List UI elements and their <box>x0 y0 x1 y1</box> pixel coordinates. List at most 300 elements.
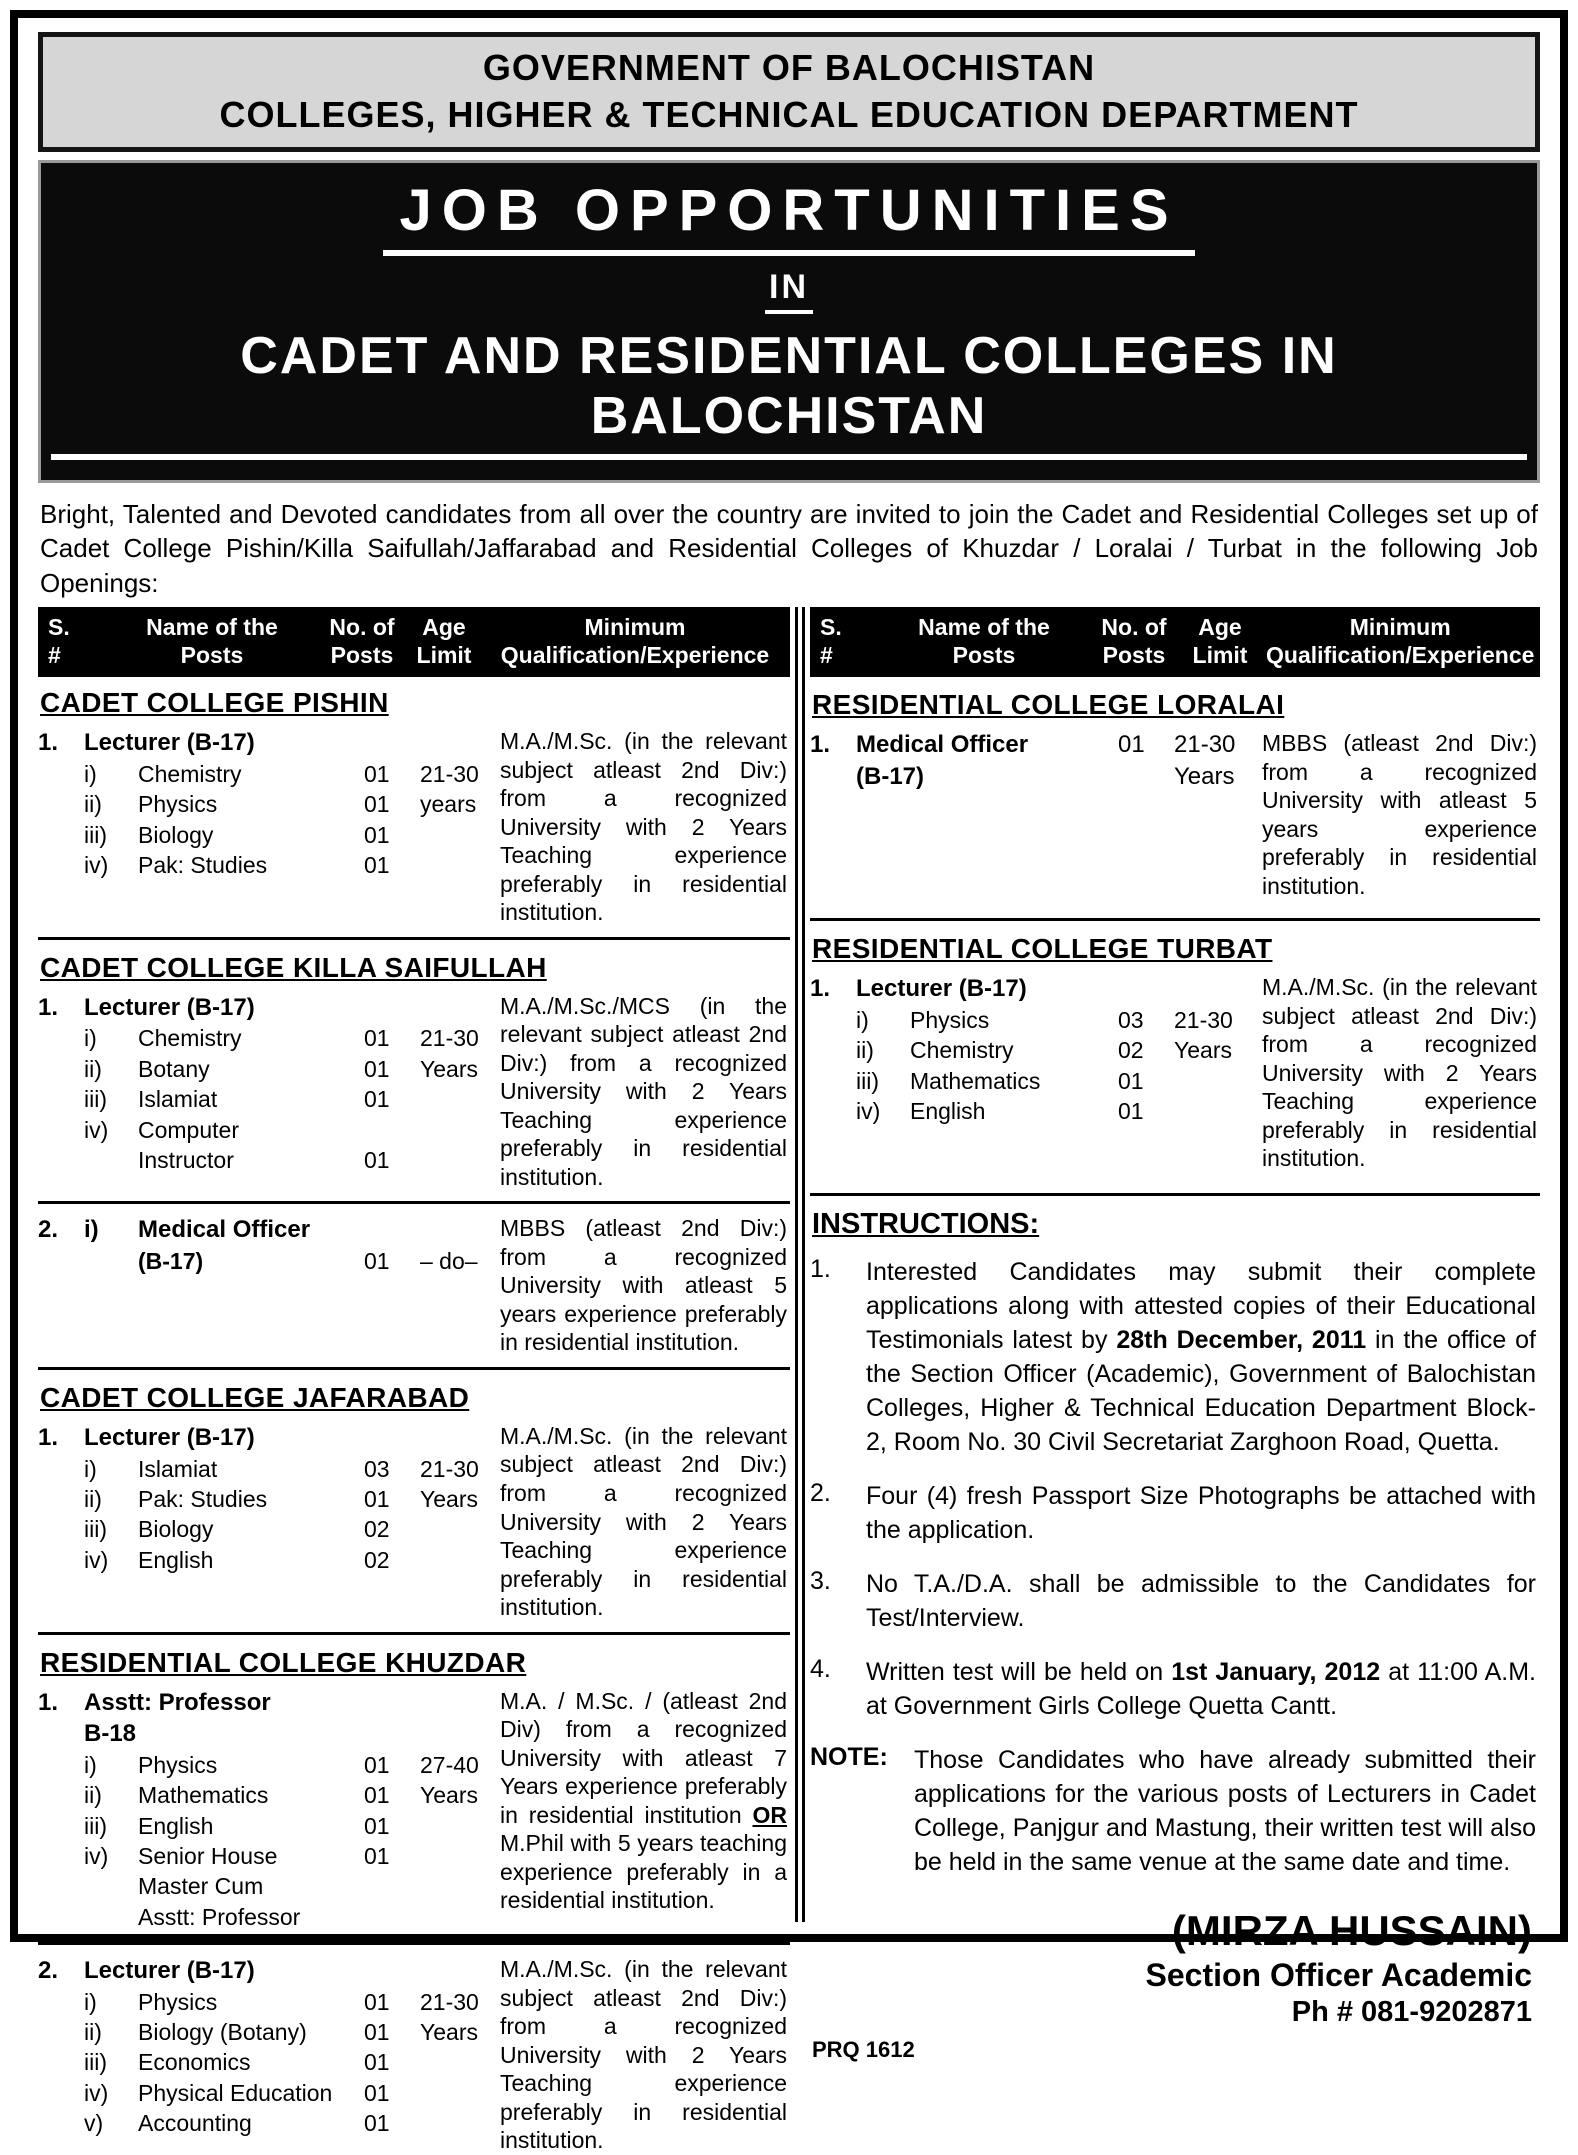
serial-cell <box>38 2047 84 2077</box>
serial-cell <box>38 1545 84 1575</box>
serial-cell <box>38 2017 84 2047</box>
post-name-cell: Medical Officer <box>138 1216 311 1244</box>
section-residential-college-loralai <box>810 687 1540 908</box>
header-name-line2: Posts <box>952 642 1016 669</box>
post-row <box>38 1902 500 1932</box>
post-row <box>38 2017 500 2047</box>
post-row <box>38 759 500 789</box>
posts-count-cell: 01 <box>364 1812 390 1839</box>
post-name-cell: Physics <box>910 1006 990 1033</box>
post-title-row <box>38 1687 500 1719</box>
post-name-cell: (B-17) <box>138 1248 204 1275</box>
post-name-cell: Pak: Studies <box>138 1486 268 1512</box>
signatory-phone: Ph # 081-9202871 <box>1291 1996 1532 2029</box>
header-serial-line1: S. <box>820 614 842 641</box>
age-limit-cell: Years <box>1174 762 1235 790</box>
post-name-cell: B-18 <box>84 1720 137 1748</box>
subitem-cell: ii) <box>84 791 102 818</box>
posts-count-cell <box>364 1422 420 1454</box>
age-limit-cell: Years <box>420 1486 478 1512</box>
instruction-text <box>866 1255 1540 1459</box>
header-no-line1: No. of <box>329 614 395 641</box>
posts-count-cell: 01 <box>364 1486 390 1512</box>
subitem-cell: i) <box>84 1988 97 2015</box>
posts-count-cell: 01 <box>364 1988 390 2015</box>
post-name-cell: Asstt: Professor <box>84 1688 271 1716</box>
posts-count-cell <box>1118 761 1174 793</box>
job-listing <box>38 1687 790 1933</box>
age-limit-cell <box>420 1084 500 1114</box>
serial-cell: 1. <box>38 1423 59 1451</box>
post-name-cell: English <box>138 1546 214 1573</box>
posts-count-cell: 01 <box>364 1751 390 1778</box>
header-serial <box>816 613 874 669</box>
instructions-section <box>810 1193 1540 1879</box>
serial-cell <box>810 761 856 793</box>
header-serial-line2: # <box>820 642 833 669</box>
post-name-cell: Mathematics <box>910 1067 1041 1094</box>
age-limit-cell <box>1174 1066 1262 1096</box>
department-header <box>38 32 1540 152</box>
column-divider <box>795 607 805 1922</box>
age-limit-cell <box>420 1687 500 1719</box>
qualification-pre: M.A./M.Sc./MCS (in the relevant subject atleast 2nd Div:) from a recognized University with 2 Years Teaching experience preferably in residential institution. <box>500 992 787 1190</box>
job-rows <box>38 1687 500 1933</box>
post-row <box>38 1454 500 1484</box>
serial-cell <box>38 1023 84 1053</box>
post-row <box>810 1066 1262 1096</box>
subitem-cell: iii) <box>84 1516 107 1543</box>
subitem-cell <box>84 1902 138 1932</box>
subitem-cell: i) <box>856 1006 869 1033</box>
post-name-cell: Economics <box>138 2049 251 2076</box>
posts-count-cell: 03 <box>364 1455 390 1482</box>
posts-count-cell: 01 <box>1118 731 1145 759</box>
section-title: RESIDENTIAL COLLEGE KHUZDAR <box>40 1646 527 1678</box>
age-limit-cell: 21-30 <box>420 760 479 787</box>
serial-cell: 1. <box>38 993 59 1021</box>
header-min-line1: Minimum <box>1349 614 1451 641</box>
table-header-right <box>810 607 1540 677</box>
job-rows <box>810 729 1262 900</box>
post-name-cell: Biology <box>138 821 214 848</box>
post-row <box>38 1084 500 1114</box>
banner-subtitle <box>51 326 1527 460</box>
posts-count-cell: 01 <box>364 2049 390 2076</box>
serial-cell <box>38 1514 84 1544</box>
instruction-text-bold: 28th December, 2011 <box>1116 1325 1367 1354</box>
posts-count-cell: 01 <box>364 1146 390 1173</box>
posts-count-cell <box>364 727 420 759</box>
instruction-number: 4. <box>810 1654 831 1683</box>
post-title-row <box>38 1718 500 1750</box>
header-serial <box>44 613 102 669</box>
age-limit-cell: 21-30 <box>420 1455 479 1482</box>
instruction-text-pre: Interested Candidates may submit their complete applications along with attested copies of their Educational Testimonials latest by <box>866 1257 1536 1354</box>
age-limit-cell: 21-30 <box>1174 1006 1233 1033</box>
instruction-text <box>866 1655 1540 1723</box>
posts-count-cell: 01 <box>364 1782 390 1809</box>
job-listing <box>810 973 1540 1173</box>
section-cadet-college-killa-saifullah <box>38 937 790 1357</box>
post-name-cell: Physics <box>138 791 218 818</box>
serial-cell <box>810 1096 856 1126</box>
age-limit-cell <box>420 1514 500 1544</box>
header-no-of-posts <box>322 613 402 669</box>
serial-cell <box>38 2108 84 2138</box>
age-limit-cell <box>420 1871 500 1901</box>
posts-count-cell: 01 <box>364 1843 390 1869</box>
age-limit-cell: – do– <box>420 1248 478 1275</box>
qualification-text <box>1262 973 1540 1173</box>
post-row <box>38 1987 500 2017</box>
post-name-cell: Biology <box>138 1516 214 1543</box>
qualification-text <box>500 1214 790 1357</box>
serial-cell <box>38 1718 84 1750</box>
subitem-cell: i) <box>84 1455 97 1482</box>
post-row <box>38 1750 500 1780</box>
header-name-of-posts <box>874 613 1094 669</box>
post-name-cell: Lecturer (B-17) <box>84 1957 255 1985</box>
header-serial-line1: S. <box>48 614 70 641</box>
post-name-cell: Instructor <box>138 1146 234 1173</box>
section-title: RESIDENTIAL COLLEGE LORALAI <box>812 689 1285 721</box>
age-limit-cell <box>420 1718 500 1750</box>
age-limit-cell: 21-30 <box>1174 731 1236 759</box>
post-name-cell: (B-17) <box>856 762 925 790</box>
post-row <box>38 1871 500 1901</box>
posts-count-cell <box>364 1902 420 1932</box>
post-row <box>810 1035 1262 1065</box>
serial-cell <box>38 759 84 789</box>
posts-count-cell: 01 <box>364 851 390 878</box>
job-rows <box>810 973 1262 1173</box>
job-listing <box>38 1942 790 2155</box>
qualification-text <box>500 1422 790 1622</box>
post-name-cell: Islamiat <box>138 1086 218 1113</box>
post-name-cell: English <box>138 1812 214 1839</box>
qualification-text <box>500 1687 790 1933</box>
job-rows <box>38 1214 500 1357</box>
post-title-row <box>38 1955 500 1987</box>
instruction-number: 3. <box>810 1566 831 1595</box>
instruction-text <box>866 1479 1540 1547</box>
instruction-text <box>866 1567 1540 1635</box>
post-name-cell: Senior House <box>138 1843 278 1869</box>
posts-count-cell: 01 <box>364 791 390 818</box>
instruction-item <box>810 1255 1540 1459</box>
age-limit-cell: 21-30 <box>420 1988 479 2015</box>
subitem-cell: i) <box>84 1751 97 1778</box>
serial-cell <box>38 1115 84 1145</box>
post-name-cell: Biology (Botany) <box>138 2019 307 2046</box>
posts-count-cell: 02 <box>1118 1037 1144 1064</box>
age-limit-cell <box>420 2108 500 2138</box>
serial-cell <box>38 820 84 850</box>
post-name-cell: Medical Officer <box>856 731 1029 759</box>
post-name-cell: Asstt: Professor <box>138 1903 301 1930</box>
post-title-row <box>38 1422 500 1454</box>
header-age-limit <box>402 613 486 669</box>
serial-cell: 2. <box>38 1216 59 1244</box>
job-listing <box>38 1422 790 1622</box>
age-limit-cell <box>420 1422 500 1454</box>
posts-count-cell <box>1118 973 1174 1005</box>
header-name-line1: Name of the <box>146 614 278 641</box>
age-limit-cell <box>420 1214 500 1246</box>
serial-cell <box>38 1750 84 1780</box>
subitem-cell: iii) <box>84 821 107 848</box>
instruction-text-pre: No T.A./D.A. shall be admissible to the Candidates for Test/Interview. <box>866 1569 1536 1632</box>
serial-cell <box>38 1902 84 1932</box>
posts-count-cell <box>364 1687 420 1719</box>
posts-count-cell <box>364 1871 420 1901</box>
subitem-cell: iv) <box>84 851 109 878</box>
age-limit-cell <box>420 820 500 850</box>
post-name-cell: Pak: Studies <box>138 851 268 878</box>
posts-count-cell: 01 <box>364 2079 390 2106</box>
header-no-of-posts <box>1094 613 1174 669</box>
posts-count-cell: 01 <box>1118 1098 1144 1125</box>
age-limit-cell: 21-30 <box>420 1025 479 1052</box>
banner-mid-text: IN <box>765 268 813 314</box>
subitem-cell <box>84 1145 138 1175</box>
post-name-cell: Lecturer (B-17) <box>84 1423 255 1451</box>
section-title: RESIDENTIAL COLLEGE TURBAT <box>812 933 1273 965</box>
posts-count-cell: 02 <box>364 1516 390 1543</box>
post-row <box>38 1145 500 1175</box>
age-limit-cell <box>420 1902 500 1932</box>
subitem-cell <box>84 1246 138 1276</box>
qualification-text <box>1262 729 1540 900</box>
subitem-cell: iii) <box>856 1067 879 1094</box>
section-title: CADET COLLEGE KILLA SAIFULLAH <box>40 951 547 983</box>
section-residential-college-khuzdar <box>38 1632 790 2155</box>
header-qualification <box>1266 613 1534 669</box>
serial-cell <box>38 1084 84 1114</box>
post-row <box>38 1484 500 1514</box>
qualification-text <box>500 992 790 1192</box>
posts-count-cell <box>364 1214 420 1246</box>
qualification-bold: OR <box>752 1801 787 1828</box>
job-rows <box>38 1955 500 2155</box>
post-title-row <box>810 973 1262 1005</box>
age-limit-cell <box>420 850 500 880</box>
post-row <box>38 2047 500 2077</box>
post-row <box>38 2078 500 2108</box>
post-name-cell: Lecturer (B-17) <box>84 993 255 1021</box>
serial-cell <box>38 1841 84 1871</box>
age-limit-cell <box>420 1841 500 1871</box>
qualification-pre: M.A./M.Sc. (in the relevant subject atleast 2nd Div:) from a recognized University with 2 Years Teaching experience preferably in residential institution. <box>500 1422 787 1621</box>
age-limit-cell <box>420 2047 500 2077</box>
posts-count-cell: 01 <box>364 760 390 787</box>
posts-count-cell <box>364 1115 420 1145</box>
post-title-row <box>810 761 1262 793</box>
header-name-line1: Name of the <box>918 614 1050 641</box>
job-opportunities-banner <box>38 160 1540 483</box>
instruction-text-bold: 1st January, 2012 <box>1171 1657 1381 1686</box>
serial-cell <box>810 1035 856 1065</box>
header-serial-line2: # <box>48 642 61 669</box>
age-limit-cell: Years <box>420 1055 478 1082</box>
qualification-pre: M.A./M.Sc. (in the relevant subject atleast 2nd Div:) from a recognized University with 2 Years Teaching experience preferably in residential institution. <box>500 728 787 926</box>
serial-cell: 1. <box>38 1688 59 1716</box>
subitem-cell: ii) <box>84 1486 102 1512</box>
subitem-cell: iii) <box>84 2049 107 2076</box>
serial-cell <box>38 1811 84 1841</box>
subitem-cell: ii) <box>84 2019 102 2046</box>
section-title: CADET COLLEGE JAFARABAD <box>40 1381 470 1413</box>
post-title-row <box>810 729 1262 761</box>
header-no-line1: No. of <box>1101 614 1167 641</box>
header-name-line2: Posts <box>180 642 244 669</box>
age-limit-cell <box>1174 973 1262 1005</box>
post-name-cell: Lecturer (B-17) <box>856 975 1027 1003</box>
header-age-limit <box>1174 613 1266 669</box>
post-name-cell: Computer <box>138 1116 239 1143</box>
instructions-title: INSTRUCTIONS: <box>812 1207 1040 1240</box>
age-limit-cell <box>420 1545 500 1575</box>
header-min-line2: Qualification/Experience <box>500 642 770 669</box>
post-title-row <box>38 992 500 1024</box>
post-name-cell: Mathematics <box>138 1782 269 1809</box>
instruction-item <box>810 1655 1540 1723</box>
qualification-pre: M.A. / M.Sc. / (atleast 2nd Div) from a recognized University with atleast 7 Years experience preferably in residential institution <box>500 1687 787 1828</box>
posts-count-cell: 01 <box>364 821 390 848</box>
post-row <box>38 2108 500 2138</box>
post-name-cell: Chemistry <box>138 760 242 787</box>
section-title: CADET COLLEGE PISHIN <box>40 687 389 719</box>
subitem-cell: i) <box>84 1216 99 1244</box>
posts-count-cell: 01 <box>364 1055 390 1082</box>
post-row <box>810 1005 1262 1035</box>
post-row <box>38 820 500 850</box>
posts-count-cell <box>364 1955 420 1987</box>
post-row <box>38 1841 500 1871</box>
serial-cell <box>38 1054 84 1084</box>
subitem-cell: ii) <box>84 1055 102 1082</box>
instruction-text-pre: Four (4) fresh Passport Size Photographs be attached with the application. <box>866 1481 1536 1544</box>
instruction-item <box>810 1567 1540 1635</box>
posts-count-cell: 01 <box>1118 1067 1144 1094</box>
serial-cell <box>810 1066 856 1096</box>
serial-cell <box>38 789 84 819</box>
age-limit-cell: Years <box>420 2019 478 2046</box>
qualification-pre: M.A./M.Sc. (in the relevant subject atleast 2nd Div:) from a recognized University with 2 Years Teaching experience preferably in residential institution. <box>1262 974 1537 1172</box>
posts-count-cell: 01 <box>364 1248 390 1275</box>
signatory-name: (MIRZA HUSSAIN) <box>1171 1906 1532 1954</box>
job-listing <box>38 1201 790 1357</box>
serial-cell <box>38 1780 84 1810</box>
serial-cell: 1. <box>38 729 59 757</box>
age-limit-cell: Years <box>420 1782 478 1809</box>
instruction-number: 1. <box>810 1254 831 1283</box>
post-name-cell: Accounting <box>138 2110 252 2137</box>
age-limit-cell <box>420 2078 500 2108</box>
banner-title-text: JOB OPPORTUNITIES <box>383 177 1194 256</box>
subitem-cell: ii) <box>84 1782 102 1809</box>
left-column <box>38 607 790 2154</box>
subitem-cell: iv) <box>856 1098 881 1125</box>
advert-reference: PRQ 1612 <box>812 2037 915 2063</box>
serial-cell <box>810 1005 856 1035</box>
serial-cell <box>38 1987 84 2017</box>
header-no-line2: Posts <box>330 642 394 669</box>
age-limit-cell: Years <box>1174 1037 1232 1064</box>
post-row <box>38 1115 500 1145</box>
department-title: COLLEGES, HIGHER & TECHNICAL EDUCATION DEPARTMENT <box>219 93 1359 135</box>
job-rows <box>38 727 500 927</box>
instruction-text-post: in the office of the Section Officer (Academic), Government of Balochistan Colleges, Higher & Technical Education Department Block-2, Room No. 30 Civil Secretariat Zarghoon Road, Quetta. <box>866 1325 1536 1456</box>
right-column <box>810 607 1540 2063</box>
qualification-text <box>500 727 790 927</box>
post-row <box>38 1811 500 1841</box>
post-title-row <box>38 1214 500 1246</box>
posts-count-cell: 03 <box>1118 1006 1144 1033</box>
note-label: NOTE: <box>810 1742 888 1771</box>
job-listing <box>810 729 1540 900</box>
subitem-cell: iii) <box>84 1812 107 1839</box>
subitem-cell: iv) <box>84 1546 109 1573</box>
post-row <box>38 1246 500 1276</box>
qualification-pre: MBBS (atleast 2nd Div:) from a recognized University with atleast 5 years experience preferably in residential institution. <box>1262 730 1537 899</box>
header-age-line1: Age <box>1198 614 1242 641</box>
posts-count-cell: 02 <box>364 1546 390 1573</box>
qualification-pre: MBBS (atleast 2nd Div:) from a recognized University with atleast 5 years experience preferably in residential institution. <box>500 1215 787 1356</box>
header-age-line2: Limit <box>1192 642 1248 669</box>
serial-cell <box>38 1454 84 1484</box>
banner-title <box>51 177 1527 256</box>
header-min-line1: Minimum <box>584 614 686 641</box>
subitem-cell: i) <box>84 760 97 787</box>
serial-cell <box>38 2078 84 2108</box>
post-name-cell: English <box>910 1098 986 1125</box>
job-rows <box>38 1422 500 1622</box>
header-min-line2: Qualification/Experience <box>1266 642 1535 669</box>
qualification-post: M.Phil with 5 years teaching experience preferably in a residential institution. <box>500 1830 787 1914</box>
post-name-cell: Botany <box>138 1055 210 1082</box>
instruction-text-pre: Written test will be held on <box>866 1657 1172 1686</box>
post-row <box>38 1054 500 1084</box>
subitem-cell: iv) <box>84 1843 109 1869</box>
posts-count-cell <box>364 1718 420 1750</box>
signatory-title: Section Officer Academic <box>1145 1957 1532 1994</box>
government-title: GOVERNMENT OF BALOCHISTAN <box>482 47 1096 88</box>
serial-cell <box>38 1871 84 1901</box>
post-name-cell: Physical Education <box>138 2079 333 2106</box>
instruction-text-post: at 11:00 A.M. at Government Girls College Quetta Cantt. <box>866 1657 1536 1720</box>
age-limit-cell <box>420 1811 500 1841</box>
job-listing <box>38 727 790 927</box>
signature-block <box>810 1905 1540 2030</box>
section-residential-college-turbat <box>810 918 1540 1181</box>
job-rows <box>38 992 500 1192</box>
instruction-number: 2. <box>810 1478 831 1507</box>
post-row <box>810 1096 1262 1126</box>
section-cadet-college-pishin <box>38 687 790 927</box>
posts-count-cell: 01 <box>364 2110 390 2137</box>
age-limit-cell: 27-40 <box>420 1751 479 1778</box>
subitem-cell: ii) <box>856 1037 874 1064</box>
header-age-line2: Limit <box>416 642 472 669</box>
note-item <box>810 1743 1540 1879</box>
post-row <box>38 789 500 819</box>
age-limit-cell: years <box>420 791 477 818</box>
post-row <box>38 1780 500 1810</box>
post-row <box>38 1023 500 1053</box>
age-limit-cell <box>1174 1096 1262 1126</box>
